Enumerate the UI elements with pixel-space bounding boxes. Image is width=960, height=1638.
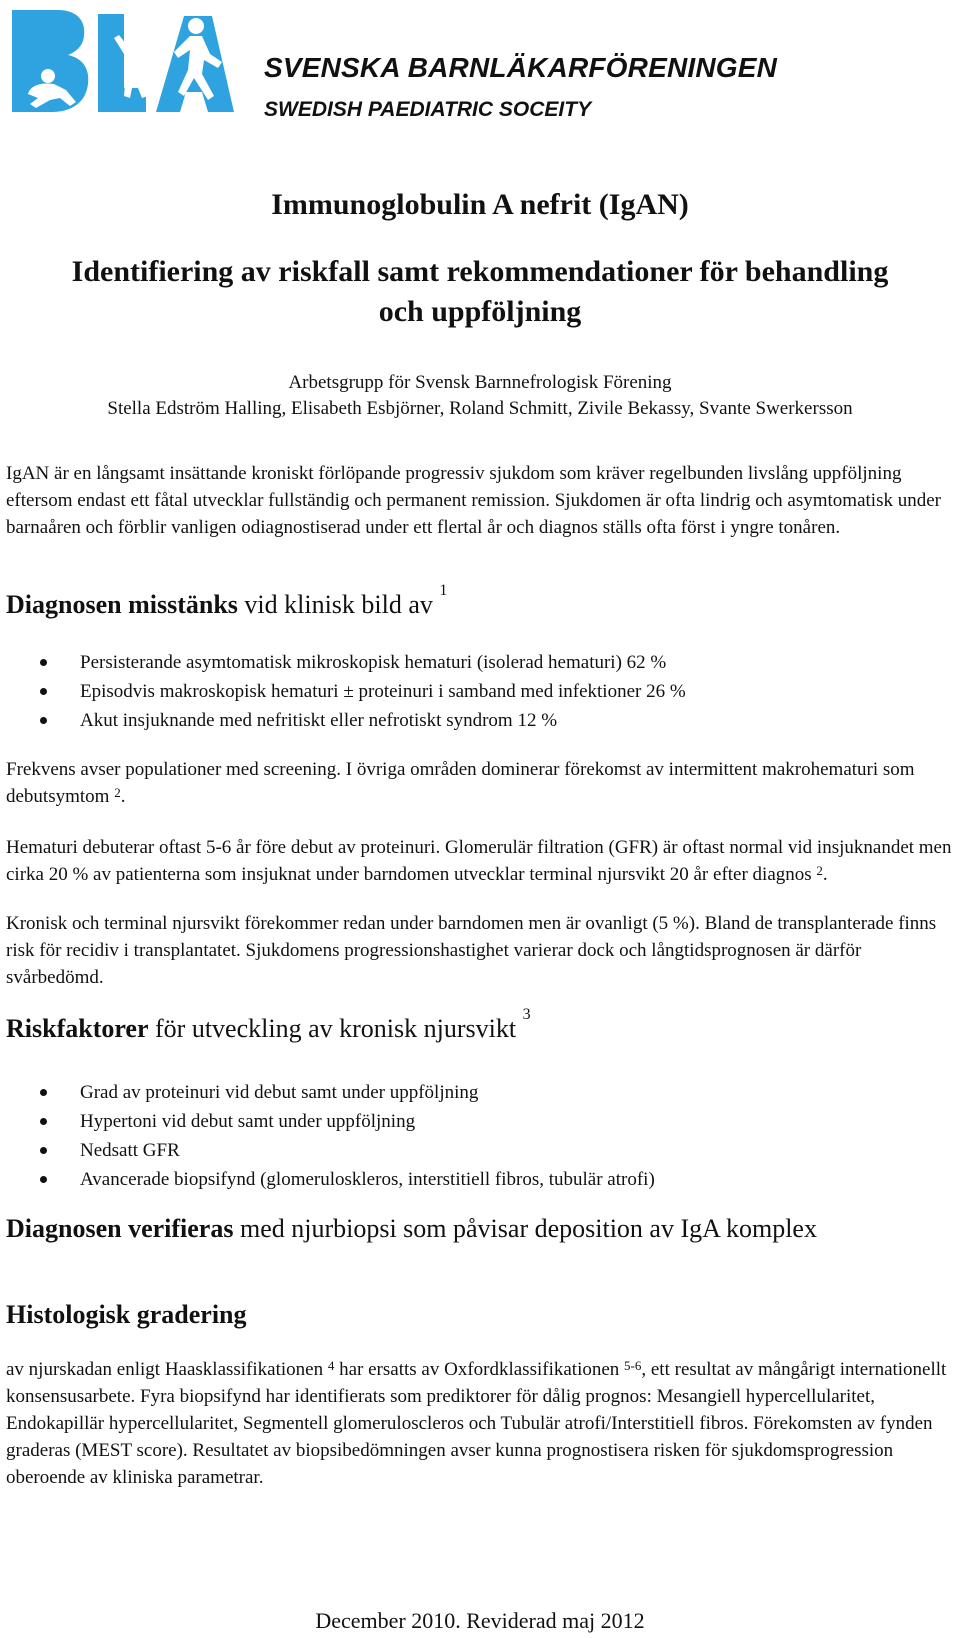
list-item: Avancerade biopsifynd (glomeruloskleros, interstitiell fibros, tubulär atrofi) <box>40 1165 655 1194</box>
reference-marker: 4 <box>327 1358 335 1373</box>
section-heading-histology: Histologisk gradering <box>6 1300 247 1329</box>
list-item: Grad av proteinuri vid debut samt under uppföljning <box>40 1078 655 1107</box>
author-list: Stella Edström Halling, Elisabeth Esbjörner, Roland Schmitt, Zivile Bekassy, Svante Swerkersson <box>107 398 853 419</box>
bullet-icon <box>40 1118 47 1125</box>
renal-failure-paragraph: Kronisk och terminal njursvikt förekommer redan under barndomen men är ovanligt (5 %). Bland de transplanterade finns risk för recidiv i transplantatet. Sjukdomens progressionshastighet varierar dock och långtidsprognosen är därför svårbedömd. <box>6 913 937 988</box>
histology-paragraph: av njurskadan enligt Haasklassifikationen $^4$ har ersatts av Oxfordklassifikationen $^{5-6}$, ett resultat av mångårigt internationellt konsensusarbete. Fyra biopsifynd har identifierats som prediktorer för dålig prognos: Mesangiell hypercellularitet, Endokapillär hypercellularitet, Segmentell glomeruloscleros och Tubulär atrofi/Interstitiell fibros. Förekomsten av fynden graderas (MEST score). Resultatet av biopsibedömningen avser kunna prognostisera risken för sjukdomsprogression oberoende av kliniska parametrar. <box>6 1358 947 1488</box>
intro-sentence-2: Sjukdomen är ofta lindrig och asymtomatisk under barnaåren och förblir vanligen odiagnostiserad under ett flertal år och diagnos ställs ofta först i yngre tonåren. <box>6 490 941 538</box>
bullet-icon <box>40 1147 47 1154</box>
revision-date: December 2010. Reviderad maj 2012 <box>315 1608 645 1633</box>
document-subtitle <box>0 252 960 332</box>
risk-factor-list <box>40 1078 655 1194</box>
subtitle-line-1: Identifiering av riskfall samt rekommendationer för behandling <box>71 255 889 288</box>
intro-sentence-1: IgAN är en långsamt insättande kroniskt förlöpande progressiv sjukdom som kräver regelbunden livslång uppföljning eftersom endast ett fåtal utvecklar fullständig och permanent remission. <box>6 463 902 511</box>
intro-paragraph <box>6 460 960 541</box>
reference-marker: 1 <box>439 582 448 599</box>
bullet-icon <box>40 688 47 695</box>
reference-marker: 3 <box>522 1006 531 1023</box>
section-heading-diagnosis-suspected: Diagnosen misstänks vid klinisk bild av $^1$ <box>6 582 448 619</box>
symptom-list <box>40 648 686 735</box>
subtitle-line-2: och uppföljning <box>378 295 582 328</box>
reference-marker: 2 <box>114 785 121 800</box>
reference-marker: 2 <box>816 863 823 878</box>
list-item: Hypertoni vid debut samt under uppföljning <box>40 1107 655 1136</box>
list-item: Akut insjuknande med nefritiskt eller nefrotiskt syndrom 12 % <box>40 706 686 735</box>
list-item: Nedsatt GFR <box>40 1136 655 1165</box>
working-group: Arbetsgrupp för Svensk Barnnefrologisk Förening <box>288 372 672 393</box>
bullet-icon <box>40 1176 47 1183</box>
hematuria-paragraph: Hematuri debuterar oftast 5-6 år före debut av proteinuri. Glomerulär filtration (GFR) är oftast normal vid insjuknandet men cirka 20 % av patienterna som insjuknat under barndomen utvecklar terminal njursvikt 20 år efter diagnos $^2$. <box>6 837 952 885</box>
section-heading-diagnosis-verified: Diagnosen verifieras med njurbiopsi som påvisar deposition av IgA komplex <box>6 1214 817 1243</box>
bla-logo <box>6 4 234 132</box>
reference-marker: 5-6 <box>624 1358 642 1373</box>
bullet-icon <box>40 1089 47 1096</box>
document-title: Immunoglobulin A nefrit (IgAN) <box>271 188 689 221</box>
org-name-english: SWEDISH PAEDIATRIC SOCEITY <box>264 98 592 121</box>
list-item: Persisterande asymtomatisk mikroskopisk hematuri (isolerad hematuri) 62 % <box>40 648 686 677</box>
org-name: SVENSKA BARNLÄKARFÖRENINGEN <box>264 52 778 83</box>
section-heading-risk-factors: Riskfaktorer för utveckling av kronisk njursvikt $^3$ <box>6 1006 531 1043</box>
bullet-icon <box>40 717 47 724</box>
frequency-note: Frekvens avser populationer med screening. I övriga områden dominerar förekomst av intermittent makrohematuri som debutsymtom $^2$. <box>6 759 915 807</box>
list-item: Episodvis makroskopisk hematuri ± proteinuri i samband med infektioner 26 % <box>40 677 686 706</box>
bullet-icon <box>40 659 47 666</box>
